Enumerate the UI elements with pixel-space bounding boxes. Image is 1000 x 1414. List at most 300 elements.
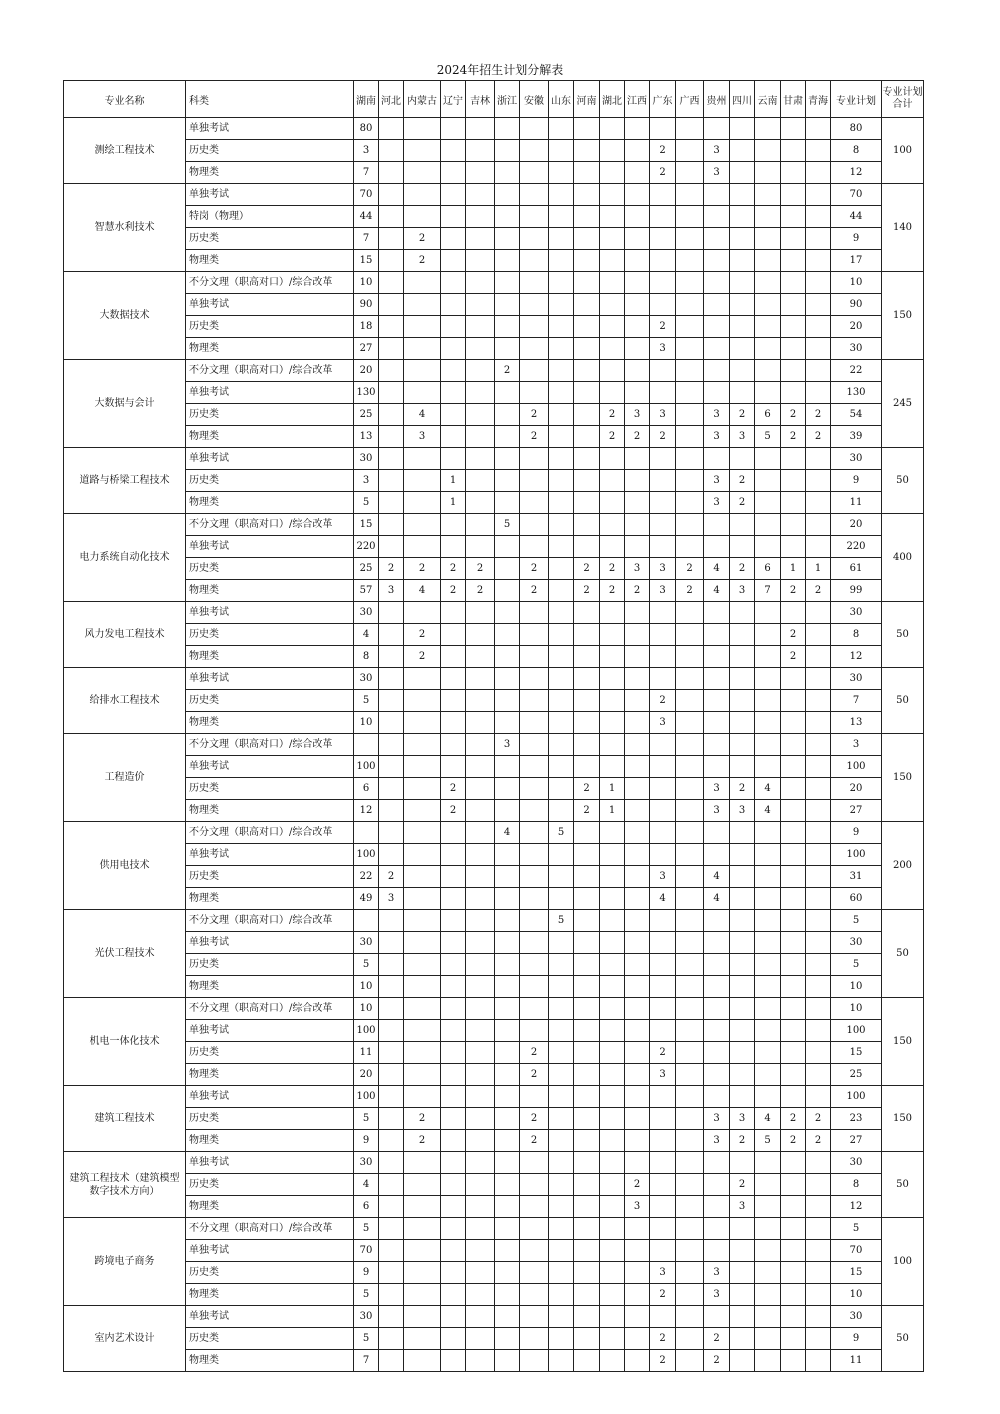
plan-cell: 100 — [831, 1086, 882, 1108]
province-value-cell — [495, 712, 520, 734]
province-value-cell — [379, 360, 404, 382]
province-value-cell: 2 — [806, 1130, 831, 1152]
plan-cell: 10 — [831, 998, 882, 1020]
province-value-cell — [379, 822, 404, 844]
province-value-cell — [404, 448, 441, 470]
plan-cell: 20 — [831, 514, 882, 536]
province-value-cell: 3 — [730, 1108, 755, 1130]
province-value-cell — [676, 1262, 704, 1284]
province-header: 河南 — [574, 81, 600, 118]
province-value-cell: 3 — [625, 558, 650, 580]
province-value-cell — [650, 910, 676, 932]
province-value-cell — [404, 1042, 441, 1064]
province-value-cell — [755, 1086, 781, 1108]
category-cell: 物理类 — [186, 426, 354, 448]
province-value-cell — [441, 1350, 466, 1372]
category-cell: 物理类 — [186, 800, 354, 822]
province-value-cell — [466, 1152, 495, 1174]
province-value-cell — [730, 1086, 755, 1108]
table-row — [64, 162, 924, 184]
province-value-cell — [549, 206, 574, 228]
province-value-cell — [379, 1240, 404, 1262]
plan-cell: 9 — [831, 470, 882, 492]
province-value-cell: 2 — [520, 580, 549, 602]
province-value-cell — [495, 206, 520, 228]
plan-cell: 99 — [831, 580, 882, 602]
province-header: 辽宁 — [441, 81, 466, 118]
plan-cell: 10 — [831, 272, 882, 294]
table-row — [64, 1086, 924, 1108]
province-value-cell — [600, 1284, 625, 1306]
province-value-cell: 2 — [574, 778, 600, 800]
category-cell: 历史类 — [186, 404, 354, 426]
province-value-cell — [466, 1086, 495, 1108]
province-value-cell — [520, 206, 549, 228]
province-value-cell — [441, 1042, 466, 1064]
plan-cell: 30 — [831, 448, 882, 470]
province-value-cell: 2 — [600, 404, 625, 426]
province-value-cell — [495, 1328, 520, 1350]
province-value-cell — [441, 712, 466, 734]
province-header: 贵州 — [704, 81, 730, 118]
plan-cell: 31 — [831, 866, 882, 888]
province-value-cell — [574, 1262, 600, 1284]
province-value-cell — [755, 338, 781, 360]
category-cell: 物理类 — [186, 492, 354, 514]
province-value-cell — [466, 1196, 495, 1218]
table-row — [64, 690, 924, 712]
province-value-cell — [466, 954, 495, 976]
province-value-cell: 1 — [806, 558, 831, 580]
province-value-cell — [600, 646, 625, 668]
plan-cell: 8 — [831, 1174, 882, 1196]
province-value-cell — [625, 140, 650, 162]
province-value-cell — [520, 624, 549, 646]
province-value-cell — [806, 162, 831, 184]
province-value-cell — [495, 382, 520, 404]
province-header: 广东 — [650, 81, 676, 118]
province-value-cell: 30 — [354, 1306, 379, 1328]
category-cell: 单独考试 — [186, 668, 354, 690]
category-cell: 特岗（物理） — [186, 206, 354, 228]
province-value-cell — [549, 316, 574, 338]
province-value-cell — [520, 316, 549, 338]
province-value-cell — [466, 1240, 495, 1262]
table-row — [64, 822, 924, 844]
province-value-cell — [574, 998, 600, 1020]
province-value-cell — [495, 1064, 520, 1086]
province-value-cell: 7 — [354, 1350, 379, 1372]
province-value-cell — [781, 448, 806, 470]
province-value-cell — [549, 448, 574, 470]
province-value-cell: 5 — [354, 492, 379, 514]
major-name-cell: 跨境电子商务 — [64, 1218, 186, 1306]
province-value-cell — [441, 976, 466, 998]
province-value-cell — [466, 426, 495, 448]
province-value-cell — [650, 1306, 676, 1328]
province-value-cell — [574, 822, 600, 844]
province-value-cell — [441, 646, 466, 668]
province-value-cell — [574, 1042, 600, 1064]
province-value-cell — [625, 360, 650, 382]
category-cell: 物理类 — [186, 712, 354, 734]
province-value-cell — [549, 294, 574, 316]
major-total-cell: 150 — [882, 998, 924, 1086]
province-value-cell: 3 — [650, 1262, 676, 1284]
province-value-cell — [676, 976, 704, 998]
table-row — [64, 998, 924, 1020]
province-value-cell — [549, 954, 574, 976]
province-value-cell — [806, 668, 831, 690]
province-value-cell — [495, 690, 520, 712]
province-value-cell — [781, 1174, 806, 1196]
province-value-cell — [466, 1284, 495, 1306]
province-value-cell — [441, 756, 466, 778]
category-cell: 物理类 — [186, 162, 354, 184]
province-value-cell — [625, 602, 650, 624]
table-row — [64, 1174, 924, 1196]
table-row — [64, 844, 924, 866]
province-value-cell — [600, 734, 625, 756]
province-value-cell — [549, 1284, 574, 1306]
province-value-cell — [806, 470, 831, 492]
province-value-cell — [441, 316, 466, 338]
plan-cell: 44 — [831, 206, 882, 228]
province-value-cell — [520, 998, 549, 1020]
province-value-cell — [441, 668, 466, 690]
province-value-cell: 7 — [354, 162, 379, 184]
province-value-cell — [704, 1086, 730, 1108]
province-value-cell — [520, 646, 549, 668]
province-value-cell — [520, 1306, 549, 1328]
province-value-cell — [781, 228, 806, 250]
province-value-cell — [520, 448, 549, 470]
table-row — [64, 910, 924, 932]
province-value-cell — [495, 272, 520, 294]
province-value-cell: 4 — [704, 866, 730, 888]
province-value-cell — [441, 360, 466, 382]
province-value-cell — [625, 888, 650, 910]
province-value-cell: 3 — [704, 404, 730, 426]
province-value-cell — [781, 536, 806, 558]
province-value-cell — [625, 492, 650, 514]
province-value-cell: 1 — [441, 492, 466, 514]
province-value-cell — [379, 844, 404, 866]
province-value-cell — [600, 118, 625, 140]
province-value-cell: 100 — [354, 756, 379, 778]
page-title: 2024年招生计划分解表 — [436, 63, 564, 77]
province-value-cell — [404, 866, 441, 888]
province-header: 浙江 — [495, 81, 520, 118]
province-value-cell — [704, 932, 730, 954]
province-value-cell — [781, 888, 806, 910]
province-value-cell — [404, 910, 441, 932]
table-row — [64, 1240, 924, 1262]
province-value-cell — [379, 1196, 404, 1218]
province-value-cell — [600, 228, 625, 250]
province-value-cell — [466, 734, 495, 756]
province-value-cell — [806, 184, 831, 206]
province-value-cell — [781, 1262, 806, 1284]
province-value-cell — [704, 250, 730, 272]
province-value-cell — [466, 118, 495, 140]
province-value-cell — [379, 734, 404, 756]
province-value-cell — [806, 118, 831, 140]
category-cell: 历史类 — [186, 558, 354, 580]
province-value-cell — [520, 1152, 549, 1174]
province-value-cell — [495, 140, 520, 162]
province-value-cell: 100 — [354, 844, 379, 866]
province-value-cell — [441, 602, 466, 624]
province-value-cell: 3 — [650, 1064, 676, 1086]
province-value-cell — [441, 932, 466, 954]
province-value-cell — [495, 1130, 520, 1152]
table-row — [64, 668, 924, 690]
province-value-cell: 30 — [354, 932, 379, 954]
province-value-cell — [730, 866, 755, 888]
province-value-cell — [625, 294, 650, 316]
major-name-cell: 风力发电工程技术 — [64, 602, 186, 668]
province-value-cell — [806, 448, 831, 470]
province-value-cell: 5 — [354, 690, 379, 712]
province-value-cell — [704, 536, 730, 558]
province-value-cell: 90 — [354, 294, 379, 316]
province-value-cell: 6 — [354, 778, 379, 800]
province-value-cell: 2 — [650, 1328, 676, 1350]
province-header: 湖南 — [354, 81, 379, 118]
province-value-cell — [404, 162, 441, 184]
province-value-cell — [730, 1306, 755, 1328]
province-value-cell — [730, 1262, 755, 1284]
province-value-cell — [574, 712, 600, 734]
province-value-cell: 2 — [781, 580, 806, 602]
province-header: 内蒙古 — [404, 81, 441, 118]
province-value-cell — [574, 1064, 600, 1086]
province-value-cell — [574, 1240, 600, 1262]
province-value-cell — [574, 734, 600, 756]
province-value-cell — [520, 1196, 549, 1218]
province-value-cell — [379, 338, 404, 360]
table-row — [64, 1130, 924, 1152]
province-value-cell — [520, 668, 549, 690]
province-value-cell — [781, 602, 806, 624]
province-value-cell — [781, 822, 806, 844]
province-value-cell: 7 — [354, 228, 379, 250]
category-cell: 不分文理（职高对口）/综合改革 — [186, 272, 354, 294]
province-value-cell — [781, 1284, 806, 1306]
province-value-cell — [730, 360, 755, 382]
province-value-cell — [549, 338, 574, 360]
province-value-cell — [730, 250, 755, 272]
province-value-cell: 2 — [441, 558, 466, 580]
province-value-cell — [806, 998, 831, 1020]
province-value-cell — [755, 448, 781, 470]
province-value-cell — [806, 1284, 831, 1306]
province-value-cell — [404, 118, 441, 140]
major-total-cell: 50 — [882, 1306, 924, 1372]
province-value-cell — [441, 536, 466, 558]
province-value-cell — [781, 756, 806, 778]
province-value-cell: 4 — [354, 1174, 379, 1196]
province-value-cell — [495, 294, 520, 316]
province-value-cell — [600, 822, 625, 844]
province-value-cell — [495, 1306, 520, 1328]
category-cell: 不分文理（职高对口）/综合改革 — [186, 734, 354, 756]
category-cell: 物理类 — [186, 1284, 354, 1306]
category-cell: 单独考试 — [186, 382, 354, 404]
province-value-cell — [495, 536, 520, 558]
province-value-cell — [549, 1218, 574, 1240]
province-value-cell — [704, 294, 730, 316]
province-value-cell — [730, 118, 755, 140]
province-value-cell — [625, 998, 650, 1020]
province-value-cell — [704, 822, 730, 844]
province-value-cell — [574, 228, 600, 250]
province-value-cell — [441, 1130, 466, 1152]
province-value-cell — [404, 1350, 441, 1372]
province-value-cell — [600, 1020, 625, 1042]
province-value-cell — [379, 778, 404, 800]
category-cell: 单独考试 — [186, 844, 354, 866]
province-value-cell — [495, 954, 520, 976]
province-value-cell — [404, 1174, 441, 1196]
province-value-cell — [704, 1064, 730, 1086]
province-value-cell — [441, 910, 466, 932]
province-value-cell — [574, 206, 600, 228]
province-value-cell — [704, 1042, 730, 1064]
province-value-cell — [379, 162, 404, 184]
province-value-cell — [379, 690, 404, 712]
province-value-cell — [730, 1152, 755, 1174]
province-value-cell — [441, 690, 466, 712]
province-value-cell — [806, 1064, 831, 1086]
category-cell: 物理类 — [186, 1350, 354, 1372]
province-value-cell — [549, 756, 574, 778]
province-value-cell — [730, 140, 755, 162]
province-value-cell — [730, 712, 755, 734]
province-value-cell — [676, 1196, 704, 1218]
province-value-cell — [495, 1196, 520, 1218]
province-value-cell — [466, 1328, 495, 1350]
province-value-cell — [755, 712, 781, 734]
province-value-cell — [404, 360, 441, 382]
province-value-cell — [806, 1042, 831, 1064]
province-value-cell — [379, 1284, 404, 1306]
province-value-cell — [574, 184, 600, 206]
province-value-cell — [781, 844, 806, 866]
province-value-cell — [676, 338, 704, 360]
plan-cell: 54 — [831, 404, 882, 426]
province-value-cell: 3 — [625, 1196, 650, 1218]
major-name-cell: 给排水工程技术 — [64, 668, 186, 734]
province-value-cell — [466, 624, 495, 646]
province-value-cell — [495, 624, 520, 646]
province-value-cell — [781, 734, 806, 756]
province-value-cell — [625, 976, 650, 998]
province-value-cell — [625, 514, 650, 536]
province-value-cell — [379, 426, 404, 448]
table-row — [64, 514, 924, 536]
province-value-cell — [755, 1328, 781, 1350]
table-row — [64, 866, 924, 888]
province-value-cell — [781, 1350, 806, 1372]
province-value-cell: 3 — [704, 140, 730, 162]
province-value-cell — [806, 954, 831, 976]
major-name-cell: 智慧水利技术 — [64, 184, 186, 272]
province-value-cell — [549, 272, 574, 294]
province-value-cell — [676, 162, 704, 184]
province-value-cell — [625, 382, 650, 404]
province-value-cell — [549, 228, 574, 250]
province-value-cell — [520, 492, 549, 514]
province-value-cell: 3 — [379, 888, 404, 910]
province-value-cell — [755, 624, 781, 646]
province-value-cell — [441, 1262, 466, 1284]
province-value-cell — [704, 228, 730, 250]
category-header: 科类 — [186, 81, 354, 118]
province-value-cell — [549, 602, 574, 624]
province-value-cell — [549, 514, 574, 536]
province-value-cell — [650, 228, 676, 250]
province-value-cell — [379, 1020, 404, 1042]
province-value-cell: 1 — [600, 778, 625, 800]
table-row — [64, 206, 924, 228]
plan-cell: 9 — [831, 228, 882, 250]
province-value-cell — [441, 1240, 466, 1262]
plan-cell: 10 — [831, 1284, 882, 1306]
province-value-cell — [600, 272, 625, 294]
table-row — [64, 250, 924, 272]
table-row — [64, 1064, 924, 1086]
province-value-cell — [574, 866, 600, 888]
province-value-cell: 2 — [441, 778, 466, 800]
province-value-cell — [781, 382, 806, 404]
province-value-cell — [704, 1174, 730, 1196]
province-value-cell — [404, 316, 441, 338]
province-value-cell — [466, 1020, 495, 1042]
province-value-cell: 3 — [704, 1262, 730, 1284]
province-value-cell — [466, 910, 495, 932]
province-value-cell — [441, 1020, 466, 1042]
table-row — [64, 734, 924, 756]
province-value-cell: 2 — [730, 558, 755, 580]
province-value-cell — [704, 712, 730, 734]
province-value-cell — [704, 1306, 730, 1328]
province-value-cell — [495, 756, 520, 778]
province-value-cell: 2 — [650, 140, 676, 162]
major-name-cell: 机电一体化技术 — [64, 998, 186, 1086]
province-value-cell — [806, 228, 831, 250]
province-value-cell — [379, 624, 404, 646]
province-value-cell — [781, 206, 806, 228]
major-total-cell: 245 — [882, 360, 924, 448]
province-value-cell — [466, 272, 495, 294]
province-value-cell — [625, 712, 650, 734]
category-cell: 不分文理（职高对口）/综合改革 — [186, 998, 354, 1020]
province-value-cell — [676, 1174, 704, 1196]
category-cell: 单独考试 — [186, 1306, 354, 1328]
plan-cell: 9 — [831, 822, 882, 844]
province-value-cell — [574, 910, 600, 932]
province-value-cell: 2 — [704, 1350, 730, 1372]
province-value-cell — [495, 1218, 520, 1240]
province-value-cell — [574, 492, 600, 514]
category-cell: 历史类 — [186, 316, 354, 338]
province-value-cell — [704, 756, 730, 778]
province-value-cell — [625, 734, 650, 756]
province-value-cell: 2 — [625, 1174, 650, 1196]
province-value-cell — [574, 1086, 600, 1108]
